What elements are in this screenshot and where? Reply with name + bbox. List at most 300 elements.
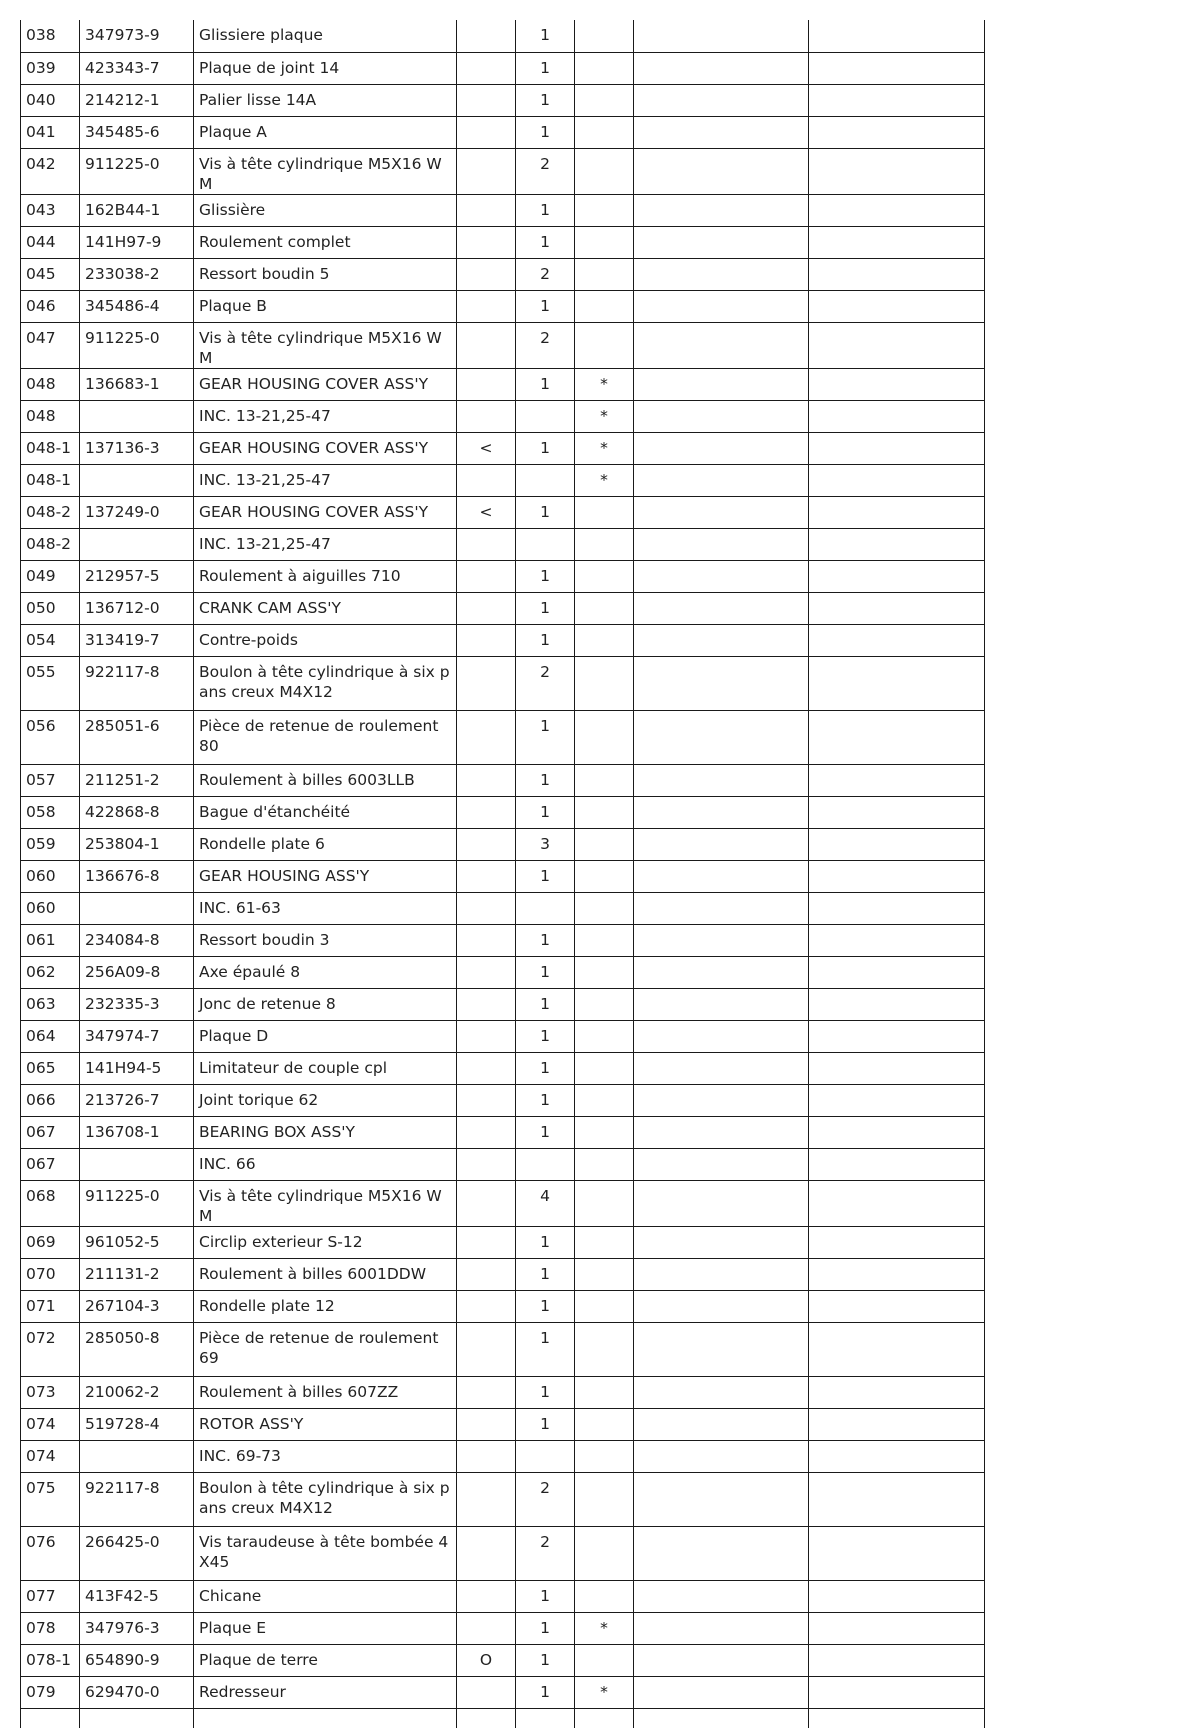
part-number-cell — [80, 1580, 194, 1612]
part-number: 137136-3 — [85, 438, 160, 457]
empty-cell — [80, 1708, 194, 1728]
quantity-cell — [516, 194, 575, 226]
quantity-cell — [516, 892, 575, 924]
table-row — [21, 400, 985, 432]
description-cell — [194, 432, 457, 464]
flag-mark — [580, 1085, 628, 1090]
description: Rondelle plate 6 — [199, 834, 325, 853]
part-number-cell — [80, 400, 194, 432]
part-number: 345486-4 — [85, 296, 160, 315]
part-number-cell — [80, 1258, 194, 1290]
empty-cell-cell — [634, 1322, 809, 1376]
description-cell — [194, 400, 457, 432]
flag-mark — [580, 657, 628, 662]
description-cell — [194, 710, 457, 764]
item-number-cell — [21, 656, 80, 710]
note-mark — [462, 625, 510, 630]
note-mark — [462, 1527, 510, 1532]
empty-cell-cell — [809, 1020, 985, 1052]
item-number-cell — [21, 860, 80, 892]
part-number — [85, 893, 188, 898]
description-cell — [194, 258, 457, 290]
quantity — [521, 401, 569, 406]
note-mark-cell — [457, 432, 516, 464]
item-number: 039 — [26, 58, 56, 77]
quantity-cell — [516, 1116, 575, 1148]
item-number: 066 — [26, 1090, 56, 1109]
description: GEAR HOUSING COVER ASS'Y — [199, 438, 429, 457]
note-mark: O — [479, 1650, 493, 1669]
flag-mark-cell — [575, 84, 634, 116]
item-number-cell — [21, 496, 80, 528]
item-number-cell — [21, 322, 80, 368]
empty-cell-cell — [634, 1290, 809, 1322]
description-cell — [194, 1376, 457, 1408]
note-mark — [462, 529, 510, 534]
note-mark-cell — [457, 1226, 516, 1258]
empty-cell-cell — [634, 656, 809, 710]
item-number: 054 — [26, 630, 56, 649]
quantity-cell — [516, 400, 575, 432]
part-number: 211251-2 — [85, 770, 160, 789]
quantity: 1 — [540, 566, 550, 585]
description: Vis taraudeuse à tête bombée 4X45 — [199, 1532, 449, 1571]
item-number: 047 — [26, 328, 56, 347]
description-cell — [194, 656, 457, 710]
empty-cell-cell — [634, 84, 809, 116]
description-cell — [194, 1322, 457, 1376]
table-row — [21, 956, 985, 988]
table-row — [21, 1322, 985, 1376]
part-number-cell — [80, 764, 194, 796]
note-mark-cell — [457, 710, 516, 764]
table-row — [21, 1290, 985, 1322]
quantity: 1 — [540, 502, 550, 521]
part-number-cell — [80, 1322, 194, 1376]
flag-mark — [580, 1645, 628, 1650]
note-mark-cell — [457, 924, 516, 956]
quantity-cell — [516, 1258, 575, 1290]
flag-mark — [580, 227, 628, 232]
table-row — [21, 656, 985, 710]
part-number: 347973-9 — [85, 26, 160, 44]
item-number: 055 — [26, 662, 56, 681]
item-number-cell — [21, 194, 80, 226]
quantity-cell — [516, 368, 575, 400]
note-mark-cell — [457, 322, 516, 368]
flag-mark — [580, 957, 628, 962]
note-mark — [462, 797, 510, 802]
quantity: 1 — [540, 1058, 550, 1077]
empty-cell-cell — [809, 988, 985, 1020]
part-number-cell — [80, 1116, 194, 1148]
description: Vis à tête cylindrique M5X16 WM — [199, 328, 442, 367]
flag-mark-cell — [575, 924, 634, 956]
flag-mark — [580, 625, 628, 630]
flag-mark — [580, 259, 628, 264]
parts-table-body — [21, 20, 985, 1728]
note-mark — [462, 401, 510, 406]
item-number-cell — [21, 84, 80, 116]
item-number-cell — [21, 956, 80, 988]
quantity-cell — [516, 1408, 575, 1440]
empty-cell-cell — [809, 52, 985, 84]
note-mark-cell — [457, 194, 516, 226]
note-mark-cell — [457, 892, 516, 924]
table-row — [21, 464, 985, 496]
quantity-cell — [516, 988, 575, 1020]
quantity-cell — [516, 592, 575, 624]
note-mark — [462, 291, 510, 296]
description-cell — [194, 1612, 457, 1644]
part-number: 253804-1 — [85, 834, 160, 853]
item-number-cell — [21, 1526, 80, 1580]
flag-mark: * — [600, 1682, 608, 1701]
item-number: 062 — [26, 962, 56, 981]
part-number: 519728-4 — [85, 1414, 160, 1433]
description-cell — [194, 860, 457, 892]
item-number-cell — [21, 290, 80, 322]
table-row — [21, 1376, 985, 1408]
note-mark-cell — [457, 1472, 516, 1526]
description: INC. 13-21,25-47 — [199, 470, 331, 489]
item-number-cell — [21, 20, 80, 52]
empty-cell-cell — [634, 194, 809, 226]
part-number: 347976-3 — [85, 1618, 160, 1637]
flag-mark — [580, 323, 628, 328]
note-mark — [462, 1441, 510, 1446]
part-number: 922117-8 — [85, 662, 160, 681]
part-number-cell — [80, 194, 194, 226]
quantity-cell — [516, 796, 575, 828]
flag-mark — [580, 1181, 628, 1186]
empty-cell-cell — [809, 1472, 985, 1526]
description-cell — [194, 592, 457, 624]
part-number: 232335-3 — [85, 994, 160, 1013]
flag-mark-cell — [575, 892, 634, 924]
description: Pièce de retenue de roulement 80 — [199, 716, 439, 755]
description-cell — [194, 1020, 457, 1052]
empty-cell-cell — [809, 860, 985, 892]
description-cell — [194, 1644, 457, 1676]
quantity-cell — [516, 84, 575, 116]
item-number-cell — [21, 1226, 80, 1258]
part-number: 629470-0 — [85, 1682, 160, 1701]
note-mark-cell — [457, 1322, 516, 1376]
note-mark — [462, 1181, 510, 1186]
flag-mark-cell — [575, 1644, 634, 1676]
empty-cell-cell — [809, 1116, 985, 1148]
flag-mark-cell — [575, 988, 634, 1020]
empty-cell-cell — [634, 52, 809, 84]
quantity-cell — [516, 52, 575, 84]
flag-mark-cell — [575, 860, 634, 892]
flag-mark-cell — [575, 258, 634, 290]
table-row — [21, 368, 985, 400]
item-number: 048 — [26, 406, 56, 425]
item-number-cell — [21, 1290, 80, 1322]
part-number-cell — [80, 52, 194, 84]
empty-cell-cell — [634, 860, 809, 892]
table-row — [21, 1472, 985, 1526]
part-number-cell — [80, 1644, 194, 1676]
description: Bague d'étanchéité — [199, 802, 351, 821]
empty-cell-cell — [809, 400, 985, 432]
empty-cell-cell — [634, 1676, 809, 1708]
item-number-cell — [21, 116, 80, 148]
note-mark-cell — [457, 1084, 516, 1116]
table-row — [21, 1020, 985, 1052]
flag-mark-cell — [575, 1322, 634, 1376]
empty-cell-cell — [809, 1644, 985, 1676]
empty-cell-cell — [809, 194, 985, 226]
description-cell — [194, 52, 457, 84]
table-row — [21, 1440, 985, 1472]
note-mark-cell — [457, 52, 516, 84]
quantity-cell — [516, 528, 575, 560]
quantity-cell — [516, 1644, 575, 1676]
part-number-cell — [80, 528, 194, 560]
part-number-cell — [80, 988, 194, 1020]
quantity: 3 — [540, 834, 550, 853]
empty-cell — [809, 1708, 985, 1728]
quantity: 1 — [540, 90, 550, 109]
table-row — [21, 290, 985, 322]
item-number: 078 — [26, 1618, 56, 1637]
empty-cell-cell — [634, 528, 809, 560]
empty-cell-cell — [809, 1258, 985, 1290]
note-mark — [462, 765, 510, 770]
empty-cell-cell — [809, 624, 985, 656]
part-number: 313419-7 — [85, 630, 160, 649]
empty-cell-cell — [634, 892, 809, 924]
empty-cell-cell — [634, 148, 809, 194]
item-number-cell — [21, 1020, 80, 1052]
flag-mark — [580, 1581, 628, 1586]
empty-cell-cell — [809, 368, 985, 400]
table-row — [21, 226, 985, 258]
description-cell — [194, 1180, 457, 1226]
description: Circlip exterieur S-12 — [199, 1232, 363, 1251]
note-mark-cell — [457, 1644, 516, 1676]
table-row — [21, 52, 985, 84]
empty-cell-cell — [634, 368, 809, 400]
table-row — [21, 924, 985, 956]
part-number: 233038-2 — [85, 264, 160, 283]
item-number-cell — [21, 1612, 80, 1644]
part-number-cell — [80, 1020, 194, 1052]
empty-cell-cell — [634, 464, 809, 496]
flag-mark — [580, 1021, 628, 1026]
quantity: 1 — [540, 1414, 550, 1433]
empty-cell-cell — [634, 592, 809, 624]
quantity-cell — [516, 1612, 575, 1644]
note-mark — [462, 259, 510, 264]
note-mark — [462, 323, 510, 328]
quantity: 1 — [540, 1090, 550, 1109]
description: Ressort boudin 3 — [199, 930, 330, 949]
note-mark — [462, 711, 510, 716]
description-cell — [194, 892, 457, 924]
part-number-cell — [80, 1408, 194, 1440]
description: Boulon à tête cylindrique à six pans creux M4X12 — [199, 1478, 450, 1517]
item-number: 074 — [26, 1414, 56, 1433]
flag-mark — [580, 1409, 628, 1414]
part-number: 267104-3 — [85, 1296, 160, 1315]
description-cell — [194, 956, 457, 988]
description-cell — [194, 1580, 457, 1612]
quantity-cell — [516, 624, 575, 656]
flag-mark — [580, 1441, 628, 1446]
description-cell — [194, 1258, 457, 1290]
note-mark-cell — [457, 764, 516, 796]
part-number-cell — [80, 924, 194, 956]
description: Glissière — [199, 200, 266, 219]
empty-cell-cell — [634, 1258, 809, 1290]
flag-mark — [580, 20, 628, 25]
part-number-cell — [80, 710, 194, 764]
table-row — [21, 432, 985, 464]
description-cell — [194, 624, 457, 656]
flag-mark-cell — [575, 1226, 634, 1258]
note-mark-cell — [457, 1408, 516, 1440]
empty-cell-cell — [634, 20, 809, 52]
part-number: 137249-0 — [85, 502, 160, 521]
quantity: 1 — [540, 598, 550, 617]
empty-cell-cell — [809, 1440, 985, 1472]
flag-mark — [580, 561, 628, 566]
quantity — [521, 1149, 569, 1154]
part-number-cell — [80, 828, 194, 860]
item-number: 043 — [26, 200, 56, 219]
description: Plaque A — [199, 122, 267, 141]
note-mark — [462, 1377, 510, 1382]
empty-cell-cell — [809, 956, 985, 988]
description: Contre-poids — [199, 630, 298, 649]
flag-mark — [580, 195, 628, 200]
quantity-cell — [516, 1148, 575, 1180]
quantity-cell — [516, 116, 575, 148]
flag-mark-cell — [575, 1116, 634, 1148]
note-mark — [462, 989, 510, 994]
description-cell — [194, 1408, 457, 1440]
item-number: 073 — [26, 1382, 56, 1401]
description: Roulement complet — [199, 232, 351, 251]
item-number: 048-2 — [26, 502, 72, 521]
note-mark — [462, 1581, 510, 1586]
description-cell — [194, 764, 457, 796]
parts-table — [20, 20, 985, 1728]
flag-mark-cell — [575, 528, 634, 560]
item-number-cell — [21, 1258, 80, 1290]
table-row — [21, 84, 985, 116]
item-number: 056 — [26, 716, 56, 735]
empty-cell-cell — [809, 258, 985, 290]
description: GEAR HOUSING COVER ASS'Y — [199, 502, 429, 521]
flag-mark-cell — [575, 796, 634, 828]
flag-mark — [580, 893, 628, 898]
part-number: 266425-0 — [85, 1532, 160, 1551]
table-row — [21, 860, 985, 892]
quantity — [521, 1441, 569, 1446]
flag-mark-cell — [575, 52, 634, 84]
quantity: 1 — [540, 866, 550, 885]
empty-cell-cell — [809, 1580, 985, 1612]
empty-cell — [634, 1708, 809, 1728]
flag-mark-cell — [575, 116, 634, 148]
quantity-cell — [516, 1322, 575, 1376]
item-number: 071 — [26, 1296, 56, 1315]
note-mark-cell — [457, 496, 516, 528]
item-number-cell — [21, 924, 80, 956]
empty-cell-cell — [809, 1290, 985, 1322]
table-row — [21, 1148, 985, 1180]
flag-mark — [580, 593, 628, 598]
item-number: 065 — [26, 1058, 56, 1077]
quantity-cell — [516, 148, 575, 194]
flag-mark — [580, 497, 628, 502]
quantity-cell — [516, 1052, 575, 1084]
item-number: 070 — [26, 1264, 56, 1283]
quantity: 1 — [540, 374, 550, 393]
table-row — [21, 1526, 985, 1580]
flag-mark — [580, 117, 628, 122]
part-number: 911225-0 — [85, 154, 160, 173]
quantity-cell — [516, 226, 575, 258]
quantity: 1 — [540, 770, 550, 789]
item-number: 072 — [26, 1328, 56, 1347]
part-number: 136676-8 — [85, 866, 160, 885]
description: GEAR HOUSING ASS'Y — [199, 866, 370, 885]
empty-cell-cell — [809, 1408, 985, 1440]
table-row — [21, 1408, 985, 1440]
empty-cell — [194, 1708, 457, 1728]
description: Plaque de terre — [199, 1650, 318, 1669]
flag-mark-cell — [575, 624, 634, 656]
item-number: 069 — [26, 1232, 56, 1251]
flag-mark: * — [600, 438, 608, 457]
part-number-cell — [80, 1472, 194, 1526]
quantity-cell — [516, 322, 575, 368]
part-number: 285051-6 — [85, 716, 160, 735]
description: CRANK CAM ASS'Y — [199, 598, 341, 617]
note-mark-cell — [457, 368, 516, 400]
part-number: 413F42-5 — [85, 1586, 159, 1605]
note-mark — [462, 195, 510, 200]
note-mark: < — [479, 438, 493, 457]
empty-cell-cell — [809, 148, 985, 194]
empty-cell-cell — [809, 322, 985, 368]
item-number-cell — [21, 1322, 80, 1376]
flag-mark — [580, 861, 628, 866]
flag-mark — [580, 529, 628, 534]
description: Plaque E — [199, 1618, 267, 1637]
empty-cell-cell — [634, 400, 809, 432]
note-mark-cell — [457, 796, 516, 828]
part-number: 213726-7 — [85, 1090, 160, 1109]
note-mark-cell — [457, 1580, 516, 1612]
table-row — [21, 258, 985, 290]
part-number-cell — [80, 1676, 194, 1708]
flag-mark-cell — [575, 764, 634, 796]
table-row — [21, 764, 985, 796]
part-number: 136708-1 — [85, 1122, 160, 1141]
empty-cell-cell — [809, 892, 985, 924]
quantity-cell — [516, 764, 575, 796]
item-number-cell — [21, 226, 80, 258]
part-number-cell — [80, 624, 194, 656]
part-number-cell — [80, 368, 194, 400]
